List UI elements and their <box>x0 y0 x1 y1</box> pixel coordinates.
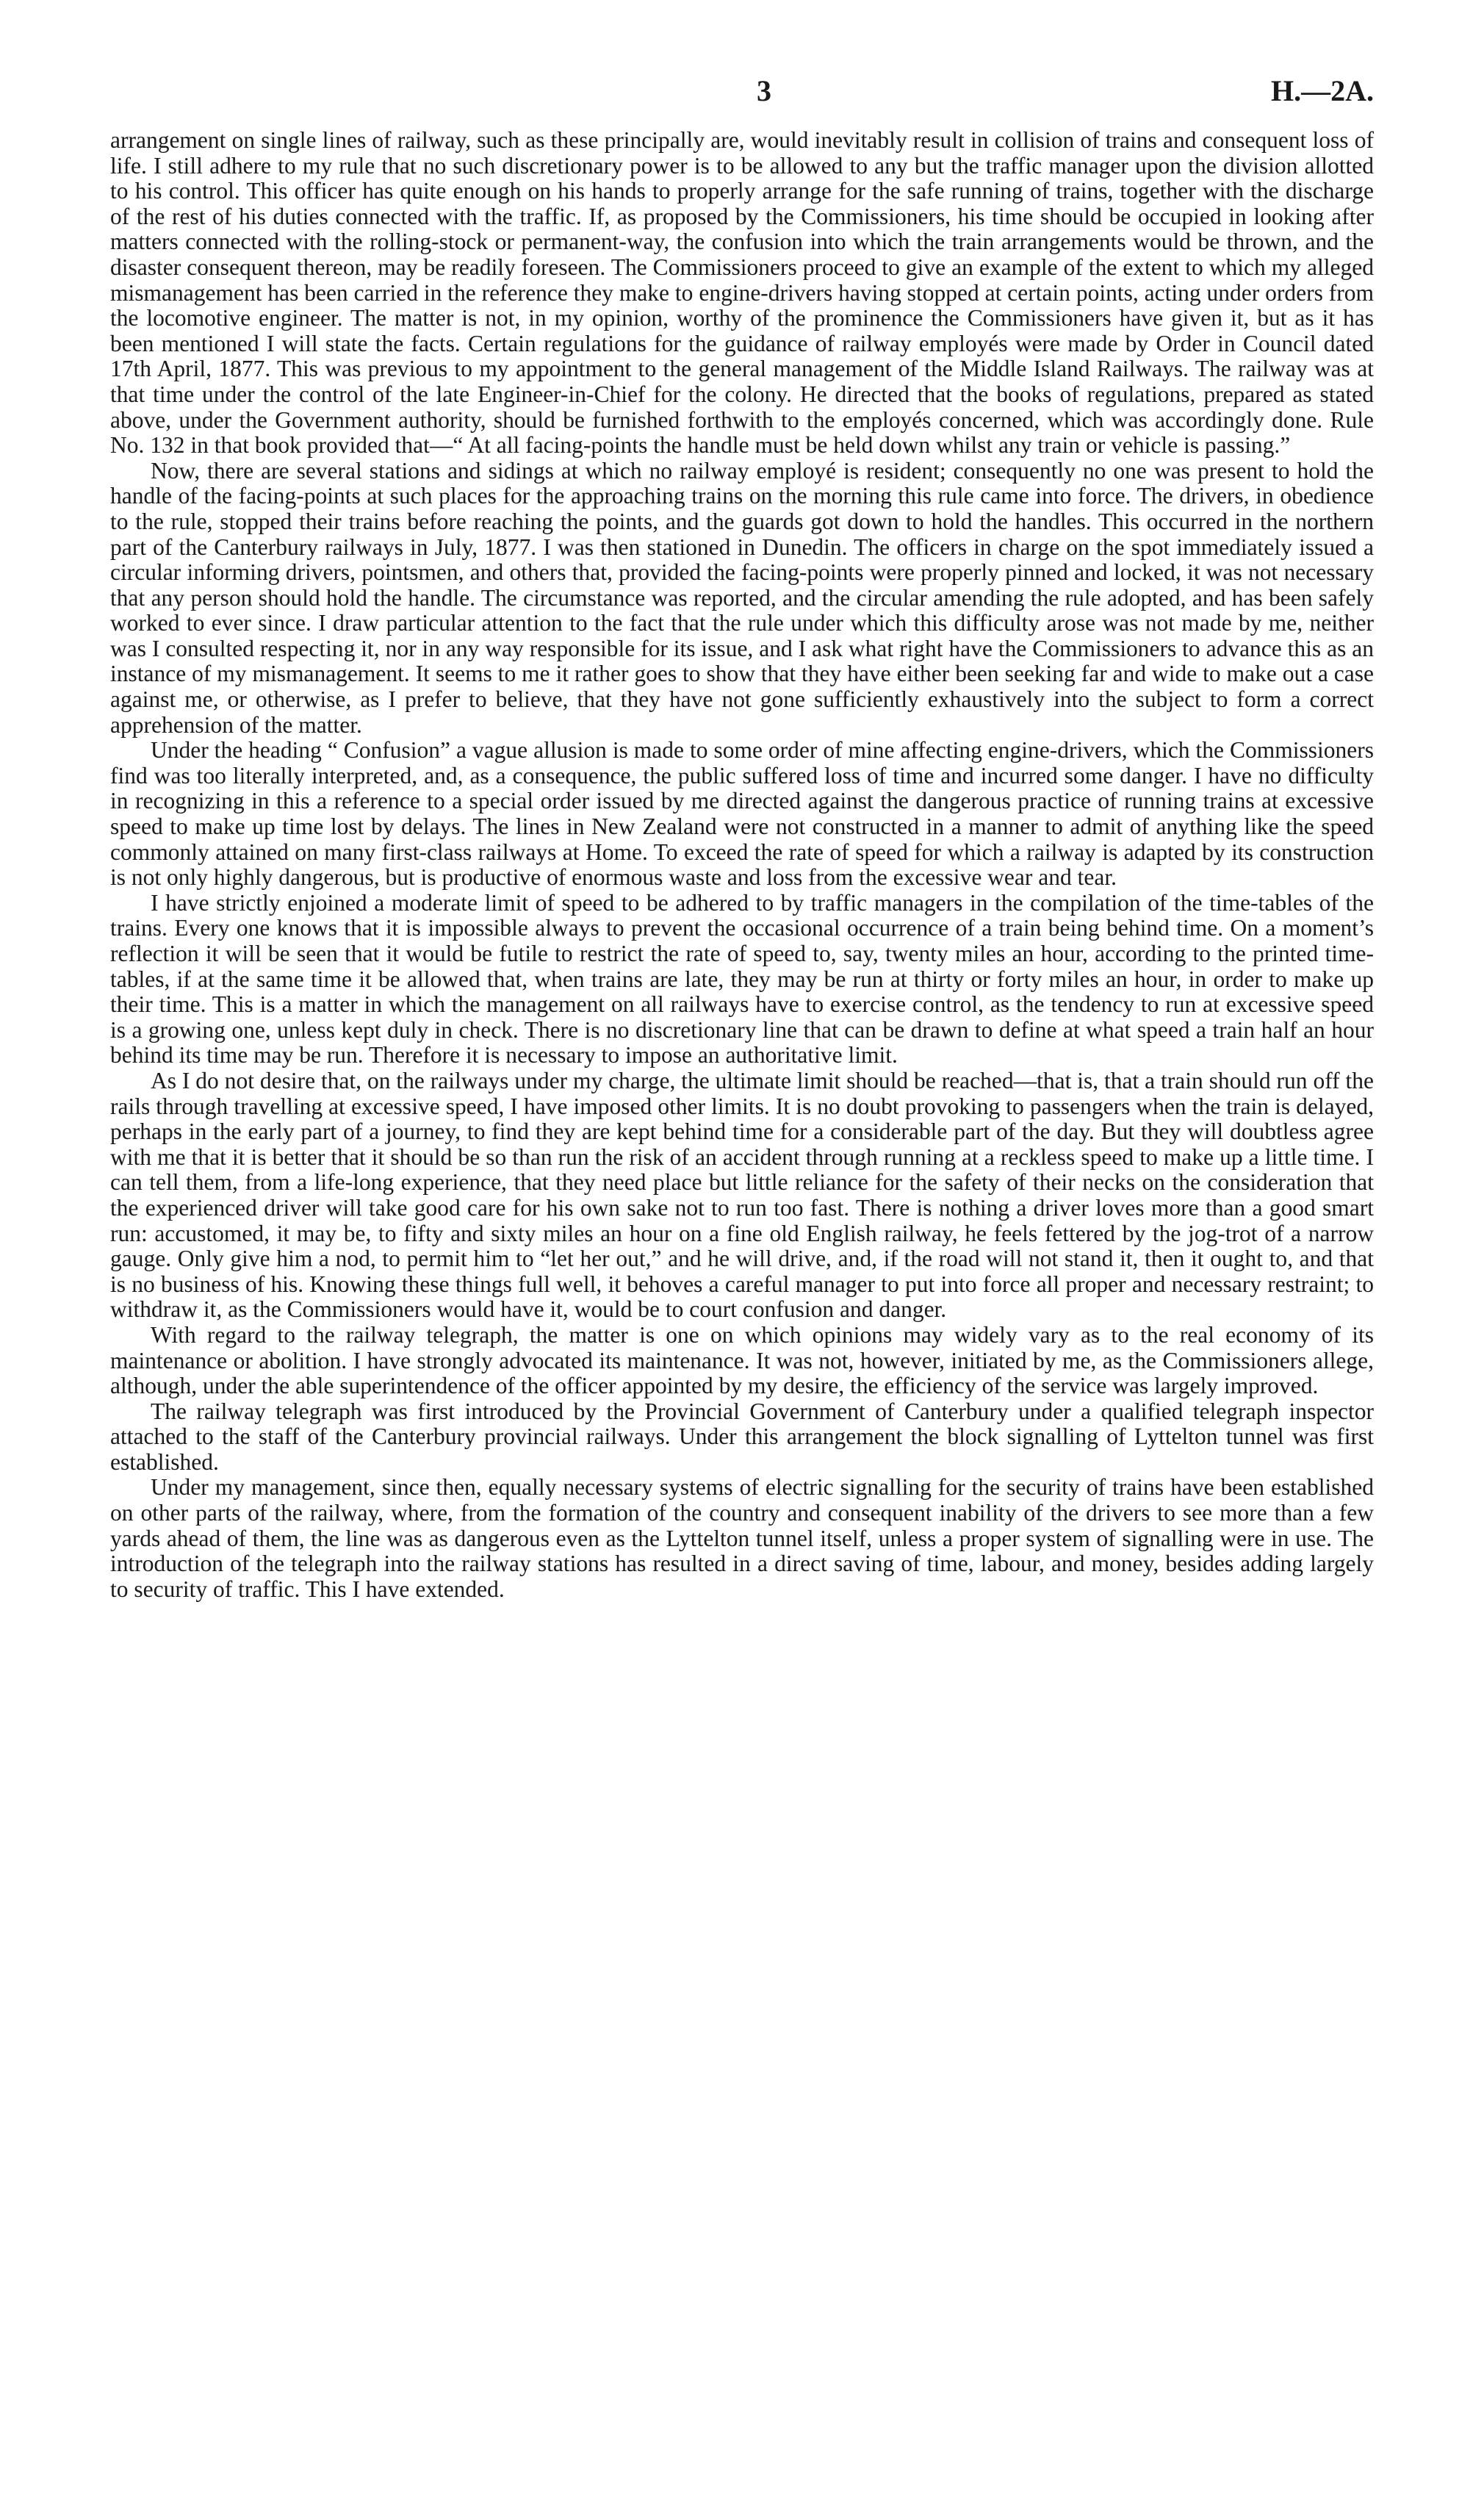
paragraph-electric-signalling: Under my management, since then, equally necessary systems of electric signalling for the security of trains have been established on other parts of the railway, where, from the formation of the country and consequent inability of the drivers to see more than a few yards ahead of them, the line was as dangerous even as the Lyttelton tunnel itself, unless a proper system of signalling were in use. The introduction of the telegraph into the railway stations has resulted in a direct saving of time, labour, and money, besides adding largely to security of traffic. This I have extended. <box>110 1474 1374 1602</box>
document-page <box>110 51 1374 1602</box>
document-code: H.—2A. <box>1271 74 1374 107</box>
page-number: 3 <box>757 74 771 107</box>
body-text <box>110 128 1374 1602</box>
paragraph-speed-limit: I have strictly enjoined a moderate limit of speed to be adhered to by traffic managers in the compilation of the time-tables of the trains. Every one knows that it is impossible always to prevent the occasional occurrence of a train being behind time. On a moment’s reflection it will be seen that it would be futile to restrict the rate of speed to, say, twenty miles an hour, according to the printed time-tables, if at the same time it be allowed that, when trains are late, they may be run at thirty or forty miles an hour, in order to make up their time. This is a matter in which the management on all railways have to exercise control, as the tendency to run at excessive speed is a growing one, unless kept duly in check. There is no discretionary line that can be drawn to define at what speed a train half an hour behind its time may be run. Therefore it is necessary to impose an authoritative limit. <box>110 889 1374 1068</box>
paragraph-confusion: Under the heading “ Confusion” a vague allusion is made to some order of mine affecting engine-drivers, which the Commissioners find was too literally interpreted, and, as a consequence, the public suffered loss of time and incurred some danger. I have no difficulty in recognizing in this a reference to a special order issued by me directed against the dangerous practice of running trains at excessive speed to make up time lost by delays. The lines in New Zealand were not constructed in a manner to admit of anything like the speed commonly attained on many first-class railways at Home. To exceed the rate of speed for which a railway is adapted by its construction is not only highly dangerous, but is productive of enormous waste and loss from the excessive wear and tear. <box>110 737 1374 891</box>
paragraph-facing-points: Now, there are several stations and sidings at which no railway employé is resident; consequently no one was present to hold the handle of the facing-points at such places for the approaching trains on the morning this rule came into force. The drivers, in obedience to the rule, stopped their trains before reaching the points, and the guards got down to hold the handles. This occurred in the northern part of the Canterbury railways in July, 1877. I was then stationed in Dunedin. The officers in charge on the spot immediately issued a circular informing drivers, pointsmen, and others that, provided the facing-points were properly pinned and locked, it was not necessary that any person should hold the handle. The circumstance was reported, and the circular amending the rule adopted, and has been safely worked to ever since. I draw particular attention to the fact that the rule under which this difficulty arose was not made by me, neither was I consulted respecting it, nor in any way responsible for its issue, and I ask what right have the Commissioners to advance this as an instance of my mismanagement. It seems to me it rather goes to show that they have either been seeking far and wide to make out a case against me, or otherwise, as I prefer to believe, that they have not gone sufficiently exhaustively into the subject to form a correct apprehension of the matter. <box>110 457 1374 738</box>
running-head <box>110 51 1374 118</box>
paragraph-railway-telegraph: With regard to the railway telegraph, the matter is one on which opinions may widely vary as to the real economy of its maintenance or abolition. I have strongly advocated its maintenance. It was not, however, initiated by me, as the Commissioners allege, although, under the able superintendence of the officer appointed by my desire, the efficiency of the service was largely improved. <box>110 1321 1374 1399</box>
paragraph-continuation: arrangement on single lines of railway, such as these principally are, would inevitably result in collision of trains and consequent loss of life. I still adhere to my rule that no such discretionary power is to be allowed to any but the traffic manager upon the division allotted to his control. This officer has quite enough on his hands to properly arrange for the safe running of trains, together with the discharge of the rest of his duties connected with the traffic. If, as proposed by the Commissioners, his time should be occupied in looking after matters connected with the rolling-stock or permanent-way, the confusion into which the train arrangements would be thrown, and the disaster consequent thereon, may be readily foreseen. The Commissioners proceed to give an example of the extent to which my alleged mismanagement has been carried in the reference they make to engine-drivers having stopped at certain points, acting under orders from the locomotive engineer. The matter is not, in my opinion, worthy of the prominence the Commissioners have given it, but as it has been mentioned I will state the facts. Certain regulations for the guidance of railway employés were made by Order in Council dated 17th April, 1877. This was previous to my appointment to the general management of the Middle Island Railways. The railway was at that time under the control of the late Engineer-in-Chief for the colony. He directed that the books of regulations, prepared as stated above, under the Government authority, should be furnished forthwith to the employés concerned, which was accordingly done. Rule No. 132 in that book provided that—“ At all facing-points the handle must be held down whilst any train or vehicle is passing.” <box>110 127 1374 459</box>
paragraph-other-limits: As I do not desire that, on the railways under my charge, the ultimate limit should be reached—that is, that a train should run off the rails through travelling at excessive speed, I have imposed other limits. It is no doubt provoking to passengers when the train is delayed, perhaps in the early part of a journey, to find they are kept behind time for a considerable part of the day. But they will doubtless agree with me that it is better that it should be so than run the risk of an accident through running at a reckless speed to make up a little time. I can tell them, from a life-long experience, that they need place but little reliance for the safety of their necks on the consideration that the experienced driver will take good care for his own sake not to run too fast. There is nothing a driver loves more than a good smart run: accustomed, it may be, to fifty and sixty miles an hour on a fine old English railway, he feels fettered by the jog-trot of a narrow gauge. Only give him a nod, to permit him to “let her out,” and he will drive, and, if the road will not stand it, then it ought to, and that is no business of his. Knowing these things full well, it behoves a careful manager to put into force all proper and necessary restraint; to withdraw it, as the Commissioners would have it, would be to court confusion and danger. <box>110 1067 1374 1323</box>
paragraph-telegraph-introduction: The railway telegraph was first introduced by the Provincial Government of Canterbury under a qualified telegraph inspector attached to the staff of the Canterbury provincial railways. Under this arrangement the block signalling of Lyttelton tunnel was first established. <box>110 1398 1374 1475</box>
